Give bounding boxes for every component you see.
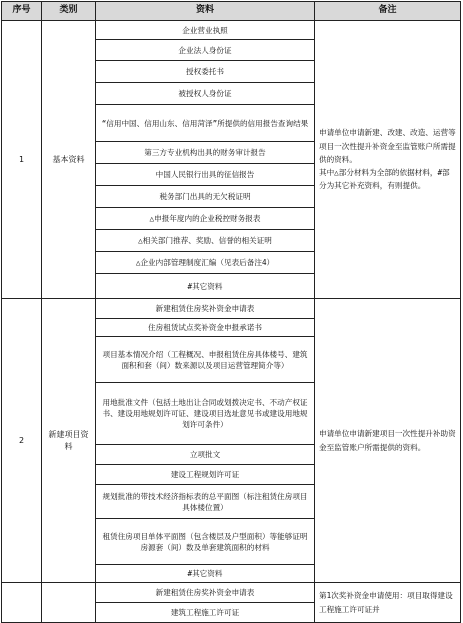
material-item: 建设工程规划许可证 [96,465,315,485]
header-seq: 序号 [2,2,42,21]
group-category: 基本资料 [42,21,96,299]
remark-text: 其中△部分材料为全部的依据材料，#部分为其它补充资料，有则提供。 [319,168,450,191]
material-item: 住房租赁试点奖补资金申报承诺书 [96,319,315,337]
remark-text: 第1次奖补资金申请使用：项目取得建设工程施工许可证并 [319,591,453,614]
header-remark: 备注 [315,2,461,21]
header-materials: 资料 [96,2,315,21]
material-item: #其它资料 [96,565,315,583]
material-item: 建筑工程施工许可证 [96,603,315,623]
table-row [2,21,461,40]
material-item: 税务部门出具的无欠税证明 [96,186,315,208]
group-category: 新建项目资料 [42,299,96,583]
header-category: 类别 [42,2,96,21]
material-item: 新建租赁住房奖补资金申请表 [96,583,315,603]
material-item: △企业内部管理制度汇编（见表后备注4） [96,252,315,274]
material-item: 项目基本情况介绍（工程概况、申报租赁住房具体楼号、建筑面积和套（间）数来源以及项目运营管理简介等） [96,337,315,383]
group-seq: 1 [2,21,42,299]
material-item: △申报年度内的企业税控财务报表 [96,208,315,230]
material-item: △相关部门推荐、奖励、信誉的相关证明 [96,230,315,252]
remark-text: 申请单位申请新建项目一次性提升补助资金至监管账户所需提供的资料。 [319,429,456,452]
material-item: #其它资料 [96,274,315,299]
material-item: 第三方专业机构出具的财务审计报告 [96,142,315,164]
material-item: 中国人民银行出具的征信报告 [96,164,315,186]
group-remark [315,583,461,623]
materials-table [1,1,461,623]
material-item: 立项批文 [96,445,315,465]
material-item: 租赁住房项目单体平面图（包含楼层及户型面积）等能够证明房源套（间）数及单套建筑面积的材料 [96,519,315,565]
material-item: 被授权人身份证 [96,83,315,105]
material-item: 授权委托书 [96,61,315,83]
table-row [2,583,461,603]
group-seq [2,583,42,623]
material-item: “信用中国、信用山东、信用菏泽”所提供的信用报告查询结果 [96,105,315,142]
group-remark [315,299,461,583]
group-seq: 2 [2,299,42,583]
material-item: 新建租赁住房奖补资金申请表 [96,299,315,319]
material-item: 企业法人身份证 [96,40,315,61]
group-remark [315,21,461,299]
remark-text: 申请单位申请新建、改建、改造、运营等项目一次性提升补资金至监管账户所需提供的资料。 [319,128,456,164]
header-row [2,2,461,21]
material-item: 企业营业执照 [96,21,315,40]
group-category [42,583,96,623]
material-item: 规划批准的带技术经济指标表的总平面图（标注租赁住房项目具体楼位置） [96,485,315,519]
table-row [2,299,461,319]
material-item: 用地批准文件（包括土地出让合同或划拨决定书、不动产权证书、建设用地规划许可证、建设项目选址意见书或建设用地规划许可条件） [96,383,315,445]
